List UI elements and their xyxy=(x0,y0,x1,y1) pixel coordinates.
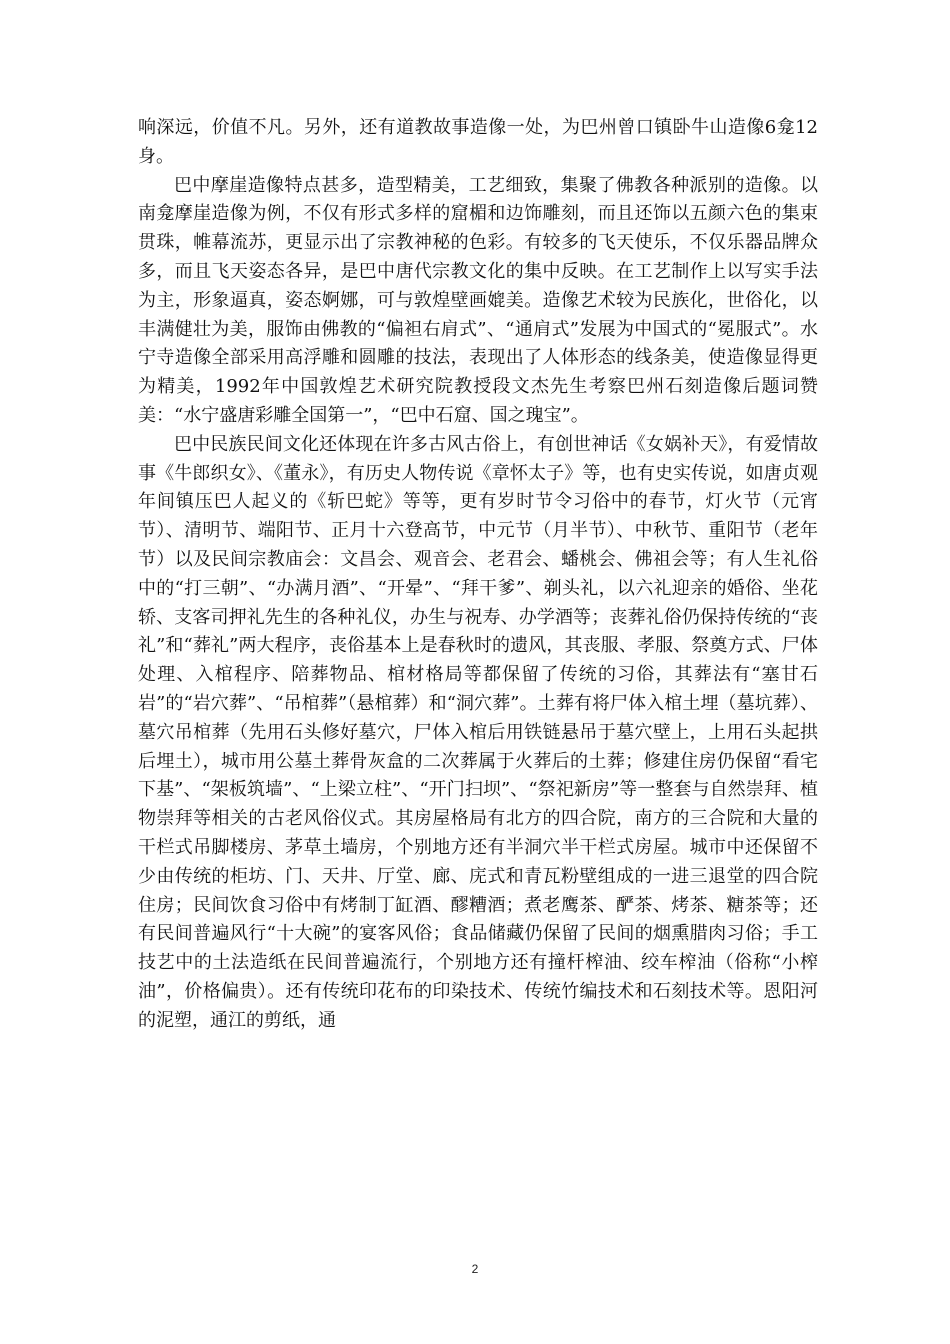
paragraph-continuation: 响深远，价值不凡。另外，还有道教故事造像一处，为巴州曾口镇卧牛山造像6龛12身。 xyxy=(138,117,818,167)
page-number: 2 xyxy=(471,1262,479,1276)
paragraph-folk-customs: 巴中民族民间文化还体现在许多古风古俗上，有创世神话《女娲补天》，有爱情故事《牛郎织女》、《董永》，有历史人物传说《章怀太子》等，也有史实传说，如唐贞观年间镇压巴人起义的《斩巴蛇》等等，更有岁时节令习俗中的春节，灯火节（元宵节）、清明节、端阳节、正月十六登高节，中元节（月半节）、中秋节、重阳节（老年节）以及民间宗教庙会：文昌会、观音会、老君会、蟠桃会、佛祖会等；有人生礼俗中的“打三朝”、“办满月酒”、“开晕”、“拜干爹”、剃头礼，以六礼迎亲的婚俗、坐花轿、支客司押礼先生的各种礼仪，办生与祝寿、办学酒等；丧葬礼俗仍保持传统的“丧礼”和“葬礼”两大程序，丧俗基本上是春秋时的遗风，其丧服、孝服、祭奠方式、尸体处理、入棺程序、陪葬物品、棺材格局等都保留了传统的习俗，其葬法有“塞甘石岩”的“岩穴葬”、“吊棺葬”（悬棺葬）和“洞穴葬”。土葬有将尸体入棺土埋（墓坑葬）、墓穴吊棺葬（先用石头修好墓穴，尸体入棺后用铁链悬吊于墓穴壁上，上用石头起拱后埋土），城市用公墓土葬骨灰盒的二次葬属于火葬后的土葬；修建住房仍保留“看宅下基”、“架板筑墙”、“上梁立柱”、“开门扫坝”、“祭祀新房”等一整套与自然崇拜、植物崇拜等相关的古老风俗仪式。其房屋格局有北方的四合院，南方的三合院和大量的干栏式吊脚楼房、茅草土墙房，个别地方还有半洞穴半干栏式房屋。城市中还保留不少由传统的柜坊、门、天井、厅堂、廊、庑式和青瓦粉壁组成的一进三退堂的四合院住房；民间饮食习俗中有烤制丁缸酒、醪糟酒；煮老鹰茶、酽茶、烤茶、糖茶等；还有民间普遍风行“十大碗”的宴客风俗；食品储藏仍保留了民间的烟熏腊肉习俗；手工技艺中的土法造纸在民间普遍流行，个别地方还有撞杆榨油、绞车榨油（俗称“小榨油”，价格偏贵）。还有传统印花布的印染技术、传统竹编技术和石刻技术等。恩阳河的泥塑，通江的剪纸，通 xyxy=(138,433,818,1031)
paragraph-cliff-carvings: 巴中摩崖造像特点甚多，造型精美，工艺细致，集聚了佛教各种派别的造像。以南龛摩崖造像为例，不仅有形式多样的窟楣和边饰雕刻，而且还饰以五颜六色的集束贯珠，帷幕流苏，更显示出了宗教神秘的色彩。有较多的飞天使乐，不仅乐器品牌众多，而且飞天姿态各异，是巴中唐代宗教文化的集中反映。在工艺制作上以写实手法为主，形象逼真，姿态婀娜，可与敦煌壁画媲美。造像艺术较为民族化，世俗化，以丰满健壮为美，服饰由佛教的“偏袒右肩式”、“通肩式”发展为中国式的“冕服式”。水宁寺造像全部采用高浮雕和圆雕的技法，表现出了人体形态的线条美，使造像显得更为精美，1992年中国敦煌艺术研究院教授段文杰先生考察巴州石刻造像后题词赞美：“水宁盛唐彩雕全国第一”，“巴中石窟、国之瑰宝”。 xyxy=(138,174,818,426)
document-body xyxy=(138,114,818,1036)
